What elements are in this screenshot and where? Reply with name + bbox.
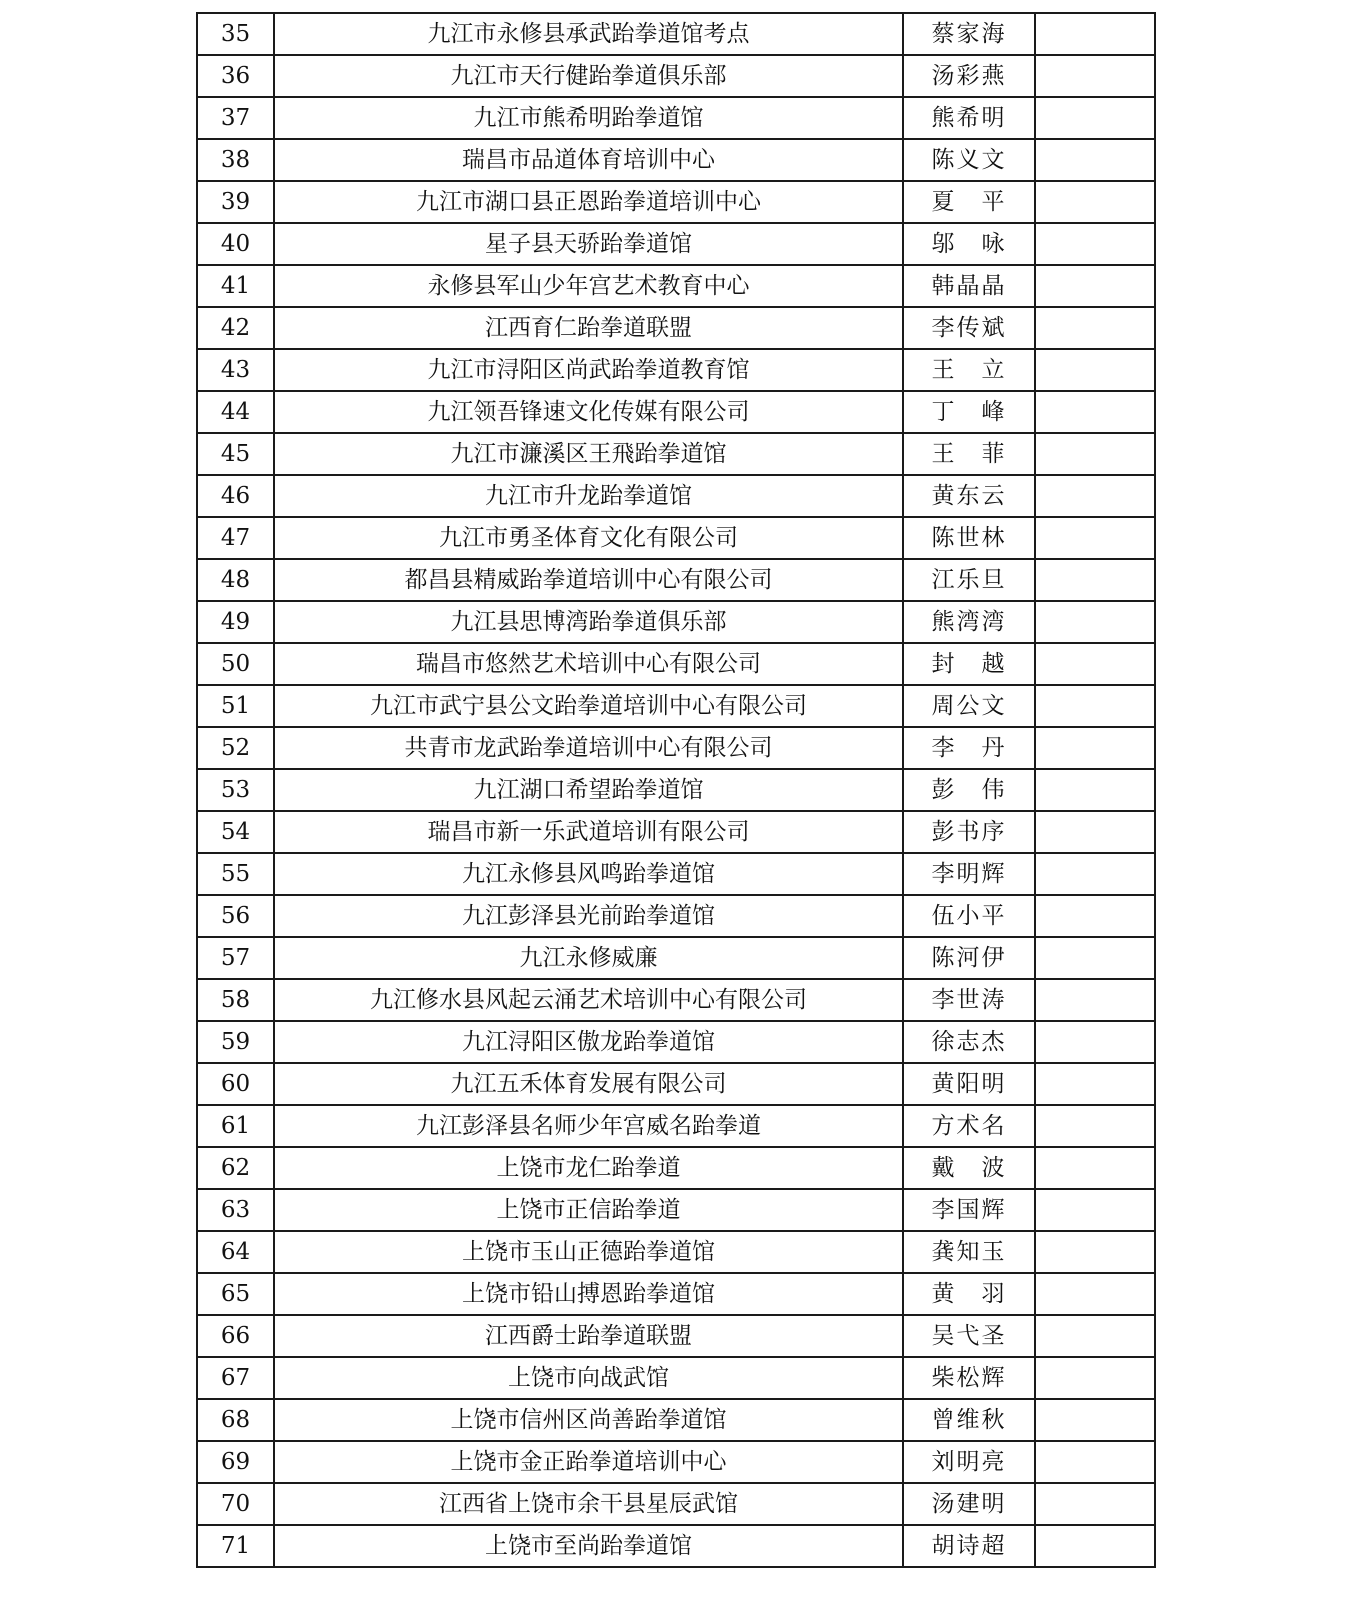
remarks-cell bbox=[1035, 1189, 1155, 1231]
remarks-cell bbox=[1035, 643, 1155, 685]
serial-number-cell: 63 bbox=[197, 1189, 274, 1231]
table-row bbox=[197, 1189, 1155, 1231]
table-row bbox=[197, 1525, 1155, 1567]
serial-number-cell: 35 bbox=[197, 13, 274, 55]
contact-person-cell: 王 立 bbox=[903, 349, 1035, 391]
organization-name-cell: 九江市熊希明跆拳道馆 bbox=[274, 97, 903, 139]
serial-number-cell: 52 bbox=[197, 727, 274, 769]
contact-person-cell: 王 菲 bbox=[903, 433, 1035, 475]
contact-person-cell: 陈世林 bbox=[903, 517, 1035, 559]
contact-person-cell: 丁 峰 bbox=[903, 391, 1035, 433]
serial-number-cell: 40 bbox=[197, 223, 274, 265]
organization-name-cell: 九江修水县风起云涌艺术培训中心有限公司 bbox=[274, 979, 903, 1021]
remarks-cell bbox=[1035, 979, 1155, 1021]
remarks-cell bbox=[1035, 1063, 1155, 1105]
serial-number-cell: 50 bbox=[197, 643, 274, 685]
remarks-cell bbox=[1035, 1483, 1155, 1525]
table-row bbox=[197, 1105, 1155, 1147]
remarks-cell bbox=[1035, 895, 1155, 937]
remarks-cell bbox=[1035, 1105, 1155, 1147]
contact-person-cell: 夏 平 bbox=[903, 181, 1035, 223]
contact-person-cell: 戴 波 bbox=[903, 1147, 1035, 1189]
remarks-cell bbox=[1035, 1315, 1155, 1357]
remarks-cell bbox=[1035, 1441, 1155, 1483]
contact-person-cell: 黄 羽 bbox=[903, 1273, 1035, 1315]
remarks-cell bbox=[1035, 727, 1155, 769]
table-row bbox=[197, 895, 1155, 937]
organization-name-cell: 九江市浔阳区尚武跆拳道教育馆 bbox=[274, 349, 903, 391]
table-row bbox=[197, 349, 1155, 391]
serial-number-cell: 64 bbox=[197, 1231, 274, 1273]
table-row bbox=[197, 97, 1155, 139]
remarks-cell bbox=[1035, 349, 1155, 391]
remarks-cell bbox=[1035, 181, 1155, 223]
table-row bbox=[197, 1441, 1155, 1483]
organization-name-cell: 九江永修县风鸣跆拳道馆 bbox=[274, 853, 903, 895]
serial-number-cell: 36 bbox=[197, 55, 274, 97]
contact-person-cell: 陈河伊 bbox=[903, 937, 1035, 979]
organization-name-cell: 九江市天行健跆拳道俱乐部 bbox=[274, 55, 903, 97]
serial-number-cell: 54 bbox=[197, 811, 274, 853]
remarks-cell bbox=[1035, 853, 1155, 895]
serial-number-cell: 60 bbox=[197, 1063, 274, 1105]
remarks-cell bbox=[1035, 391, 1155, 433]
remarks-cell bbox=[1035, 97, 1155, 139]
table-row bbox=[197, 601, 1155, 643]
serial-number-cell: 71 bbox=[197, 1525, 274, 1567]
organization-name-cell: 上饶市正信跆拳道 bbox=[274, 1189, 903, 1231]
remarks-cell bbox=[1035, 307, 1155, 349]
table-row bbox=[197, 1273, 1155, 1315]
contact-person-cell: 周公文 bbox=[903, 685, 1035, 727]
table-row bbox=[197, 1315, 1155, 1357]
remarks-cell bbox=[1035, 265, 1155, 307]
roster-table-body bbox=[197, 13, 1155, 1567]
remarks-cell bbox=[1035, 55, 1155, 97]
contact-person-cell: 李国辉 bbox=[903, 1189, 1035, 1231]
serial-number-cell: 41 bbox=[197, 265, 274, 307]
serial-number-cell: 68 bbox=[197, 1399, 274, 1441]
serial-number-cell: 55 bbox=[197, 853, 274, 895]
table-row bbox=[197, 433, 1155, 475]
organization-name-cell: 上饶市铅山搏恩跆拳道馆 bbox=[274, 1273, 903, 1315]
contact-person-cell: 汤彩燕 bbox=[903, 55, 1035, 97]
remarks-cell bbox=[1035, 811, 1155, 853]
serial-number-cell: 65 bbox=[197, 1273, 274, 1315]
serial-number-cell: 56 bbox=[197, 895, 274, 937]
organization-name-cell: 九江彭泽县光前跆拳道馆 bbox=[274, 895, 903, 937]
table-row bbox=[197, 937, 1155, 979]
remarks-cell bbox=[1035, 769, 1155, 811]
organization-name-cell: 江西爵士跆拳道联盟 bbox=[274, 1315, 903, 1357]
remarks-cell bbox=[1035, 1147, 1155, 1189]
remarks-cell bbox=[1035, 1273, 1155, 1315]
serial-number-cell: 43 bbox=[197, 349, 274, 391]
serial-number-cell: 58 bbox=[197, 979, 274, 1021]
remarks-cell bbox=[1035, 475, 1155, 517]
table-row bbox=[197, 1021, 1155, 1063]
organization-name-cell: 九江永修威廉 bbox=[274, 937, 903, 979]
table-row bbox=[197, 979, 1155, 1021]
contact-person-cell: 刘明亮 bbox=[903, 1441, 1035, 1483]
organization-name-cell: 九江浔阳区傲龙跆拳道馆 bbox=[274, 1021, 903, 1063]
contact-person-cell: 龚知玉 bbox=[903, 1231, 1035, 1273]
serial-number-cell: 62 bbox=[197, 1147, 274, 1189]
serial-number-cell: 57 bbox=[197, 937, 274, 979]
table-row bbox=[197, 55, 1155, 97]
table-row bbox=[197, 265, 1155, 307]
contact-person-cell: 柴松辉 bbox=[903, 1357, 1035, 1399]
table-row bbox=[197, 391, 1155, 433]
serial-number-cell: 66 bbox=[197, 1315, 274, 1357]
organization-name-cell: 九江市濂溪区王飛跆拳道馆 bbox=[274, 433, 903, 475]
organization-name-cell: 共青市龙武跆拳道培训中心有限公司 bbox=[274, 727, 903, 769]
serial-number-cell: 69 bbox=[197, 1441, 274, 1483]
serial-number-cell: 46 bbox=[197, 475, 274, 517]
organization-name-cell: 上饶市向战武馆 bbox=[274, 1357, 903, 1399]
organization-name-cell: 江西省上饶市余干县星辰武馆 bbox=[274, 1483, 903, 1525]
contact-person-cell: 方术名 bbox=[903, 1105, 1035, 1147]
organization-name-cell: 九江市勇圣体育文化有限公司 bbox=[274, 517, 903, 559]
serial-number-cell: 47 bbox=[197, 517, 274, 559]
remarks-cell bbox=[1035, 559, 1155, 601]
organization-name-cell: 上饶市至尚跆拳道馆 bbox=[274, 1525, 903, 1567]
contact-person-cell: 彭书序 bbox=[903, 811, 1035, 853]
organization-name-cell: 永修县军山少年宫艺术教育中心 bbox=[274, 265, 903, 307]
organization-name-cell: 上饶市金正跆拳道培训中心 bbox=[274, 1441, 903, 1483]
table-row bbox=[197, 475, 1155, 517]
organization-name-cell: 瑞昌市悠然艺术培训中心有限公司 bbox=[274, 643, 903, 685]
serial-number-cell: 59 bbox=[197, 1021, 274, 1063]
contact-person-cell: 李世涛 bbox=[903, 979, 1035, 1021]
serial-number-cell: 48 bbox=[197, 559, 274, 601]
serial-number-cell: 70 bbox=[197, 1483, 274, 1525]
contact-person-cell: 封 越 bbox=[903, 643, 1035, 685]
organization-name-cell: 瑞昌市新一乐武道培训有限公司 bbox=[274, 811, 903, 853]
serial-number-cell: 53 bbox=[197, 769, 274, 811]
contact-person-cell: 李传斌 bbox=[903, 307, 1035, 349]
contact-person-cell: 陈义文 bbox=[903, 139, 1035, 181]
organization-name-cell: 上饶市龙仁跆拳道 bbox=[274, 1147, 903, 1189]
roster-sheet bbox=[196, 12, 1154, 1568]
remarks-cell bbox=[1035, 1399, 1155, 1441]
serial-number-cell: 44 bbox=[197, 391, 274, 433]
contact-person-cell: 吴弋圣 bbox=[903, 1315, 1035, 1357]
table-row bbox=[197, 643, 1155, 685]
organization-name-cell: 江西育仁跆拳道联盟 bbox=[274, 307, 903, 349]
serial-number-cell: 49 bbox=[197, 601, 274, 643]
remarks-cell bbox=[1035, 433, 1155, 475]
contact-person-cell: 熊希明 bbox=[903, 97, 1035, 139]
contact-person-cell: 江乐旦 bbox=[903, 559, 1035, 601]
table-row bbox=[197, 811, 1155, 853]
serial-number-cell: 51 bbox=[197, 685, 274, 727]
serial-number-cell: 39 bbox=[197, 181, 274, 223]
contact-person-cell: 徐志杰 bbox=[903, 1021, 1035, 1063]
remarks-cell bbox=[1035, 223, 1155, 265]
serial-number-cell: 45 bbox=[197, 433, 274, 475]
remarks-cell bbox=[1035, 937, 1155, 979]
table-row bbox=[197, 1231, 1155, 1273]
table-row bbox=[197, 13, 1155, 55]
remarks-cell bbox=[1035, 1231, 1155, 1273]
contact-person-cell: 胡诗超 bbox=[903, 1525, 1035, 1567]
contact-person-cell: 曾维秋 bbox=[903, 1399, 1035, 1441]
organization-name-cell: 九江县思博湾跆拳道俱乐部 bbox=[274, 601, 903, 643]
organization-name-cell: 九江市永修县承武跆拳道馆考点 bbox=[274, 13, 903, 55]
table-row bbox=[197, 1357, 1155, 1399]
table-row bbox=[197, 769, 1155, 811]
organization-name-cell: 九江市湖口县正恩跆拳道培训中心 bbox=[274, 181, 903, 223]
organization-name-cell: 星子县天骄跆拳道馆 bbox=[274, 223, 903, 265]
contact-person-cell: 黄阳明 bbox=[903, 1063, 1035, 1105]
serial-number-cell: 67 bbox=[197, 1357, 274, 1399]
table-row bbox=[197, 181, 1155, 223]
contact-person-cell: 熊湾湾 bbox=[903, 601, 1035, 643]
contact-person-cell: 邬 咏 bbox=[903, 223, 1035, 265]
organization-name-cell: 瑞昌市品道体育培训中心 bbox=[274, 139, 903, 181]
table-row bbox=[197, 1399, 1155, 1441]
organization-name-cell: 上饶市信州区尚善跆拳道馆 bbox=[274, 1399, 903, 1441]
contact-person-cell: 汤建明 bbox=[903, 1483, 1035, 1525]
remarks-cell bbox=[1035, 139, 1155, 181]
contact-person-cell: 韩晶晶 bbox=[903, 265, 1035, 307]
remarks-cell bbox=[1035, 601, 1155, 643]
remarks-cell bbox=[1035, 1525, 1155, 1567]
remarks-cell bbox=[1035, 1021, 1155, 1063]
contact-person-cell: 李明辉 bbox=[903, 853, 1035, 895]
table-row bbox=[197, 223, 1155, 265]
table-row bbox=[197, 139, 1155, 181]
remarks-cell bbox=[1035, 1357, 1155, 1399]
contact-person-cell: 蔡家海 bbox=[903, 13, 1035, 55]
remarks-cell bbox=[1035, 517, 1155, 559]
table-row bbox=[197, 517, 1155, 559]
table-row bbox=[197, 1063, 1155, 1105]
organization-name-cell: 上饶市玉山正德跆拳道馆 bbox=[274, 1231, 903, 1273]
table-row bbox=[197, 307, 1155, 349]
contact-person-cell: 彭 伟 bbox=[903, 769, 1035, 811]
table-row bbox=[197, 1147, 1155, 1189]
organization-name-cell: 九江湖口希望跆拳道馆 bbox=[274, 769, 903, 811]
contact-person-cell: 李 丹 bbox=[903, 727, 1035, 769]
table-row bbox=[197, 685, 1155, 727]
remarks-cell bbox=[1035, 685, 1155, 727]
serial-number-cell: 61 bbox=[197, 1105, 274, 1147]
table-row bbox=[197, 853, 1155, 895]
organization-name-cell: 九江彭泽县名师少年宫威名跆拳道 bbox=[274, 1105, 903, 1147]
organization-name-cell: 九江市升龙跆拳道馆 bbox=[274, 475, 903, 517]
contact-person-cell: 黄东云 bbox=[903, 475, 1035, 517]
table-row bbox=[197, 1483, 1155, 1525]
organization-name-cell: 九江市武宁县公文跆拳道培训中心有限公司 bbox=[274, 685, 903, 727]
table-row bbox=[197, 559, 1155, 601]
contact-person-cell: 伍小平 bbox=[903, 895, 1035, 937]
serial-number-cell: 42 bbox=[197, 307, 274, 349]
roster-table bbox=[196, 12, 1156, 1568]
table-row bbox=[197, 727, 1155, 769]
organization-name-cell: 九江领吾锋速文化传媒有限公司 bbox=[274, 391, 903, 433]
organization-name-cell: 九江五禾体育发展有限公司 bbox=[274, 1063, 903, 1105]
serial-number-cell: 37 bbox=[197, 97, 274, 139]
serial-number-cell: 38 bbox=[197, 139, 274, 181]
remarks-cell bbox=[1035, 13, 1155, 55]
organization-name-cell: 都昌县精威跆拳道培训中心有限公司 bbox=[274, 559, 903, 601]
